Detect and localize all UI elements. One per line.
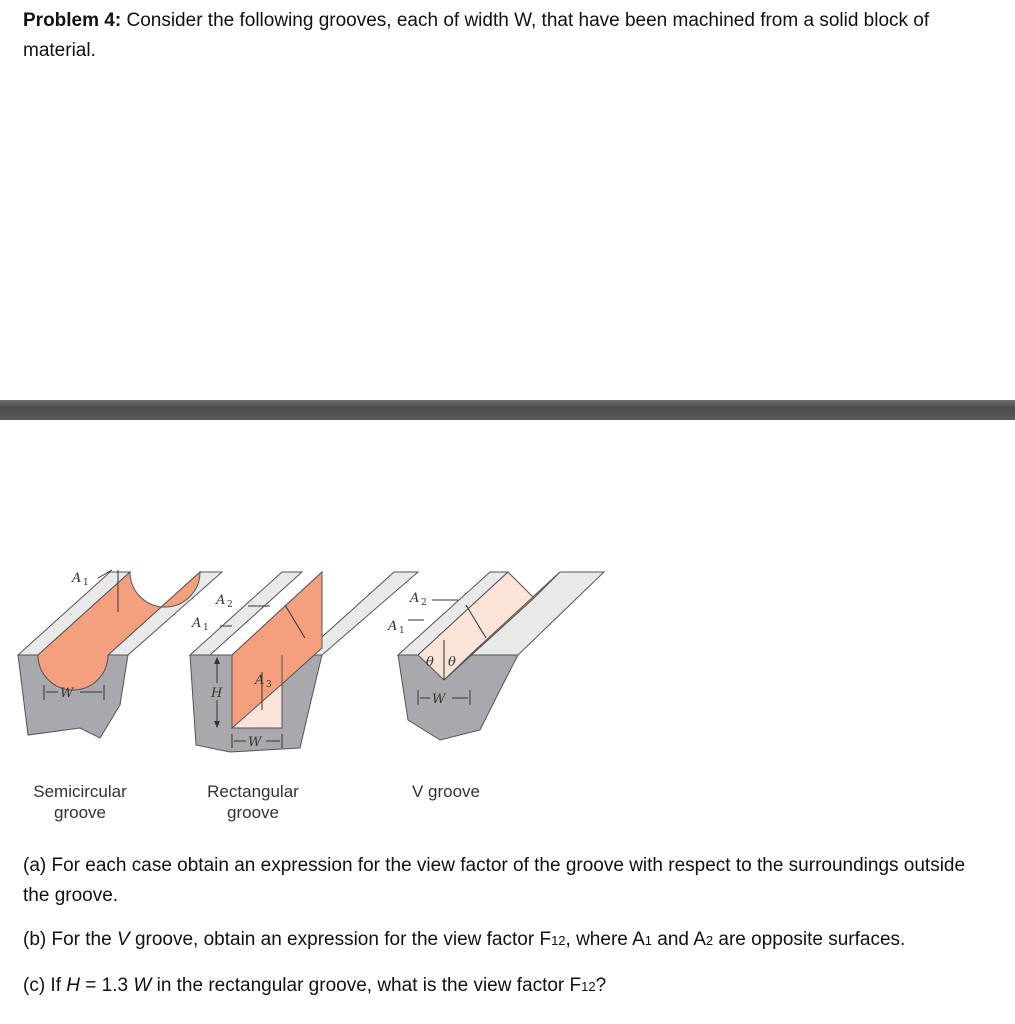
- label-h-rectangular: H: [211, 686, 223, 701]
- caption-rectangular: Rectangular groove: [207, 782, 299, 822]
- rectangular-groove-diagram: [190, 572, 418, 752]
- label-a1-semicircular: A: [72, 571, 82, 586]
- caption-v: V groove: [411, 782, 481, 801]
- label-a2-sub-rectangular: 2: [227, 600, 233, 610]
- page-divider: [0, 400, 1015, 420]
- problem-label: Problem 4:: [23, 10, 122, 31]
- label-w-rectangular: W: [248, 735, 262, 750]
- question-a: (a) For each case obtain an expression for the view factor of the groove with respect to the surroundings outside the groove.: [23, 855, 966, 906]
- label-a2-v: A: [410, 591, 420, 606]
- caption-semicircular: Semicircular groove: [33, 782, 127, 822]
- v-groove-diagram: [387, 572, 604, 740]
- label-a1-v: A: [388, 619, 398, 634]
- label-a3-sub-rectangular: 3: [266, 680, 272, 690]
- label-theta-left: θ: [426, 655, 434, 670]
- label-a1-rectangular: A: [192, 616, 202, 631]
- label-a1-sub-v: 1: [399, 626, 405, 636]
- label-a3-rectangular: A: [255, 673, 265, 688]
- label-w-semicircular: W: [60, 686, 74, 701]
- label-a2-rectangular: A: [216, 593, 226, 608]
- question-c: (c) If H = 1.3 W in the rectangular groove, what is the view factor F12?: [23, 975, 607, 996]
- label-a1-sub-rectangular: 1: [203, 623, 209, 633]
- groove-figure: [0, 540, 640, 760]
- label-theta-right: θ: [448, 655, 456, 670]
- question-b: (b) For the V groove, obtain an expression for the view factor F12, where A1 and A2 are opposite surfaces.: [23, 929, 906, 950]
- label-a2-sub-v: 2: [421, 598, 427, 608]
- label-a1-sub-semicircular: 1: [83, 578, 89, 588]
- problem-text: Consider the following grooves, each of width W, that have been machined from a solid block of material.: [23, 10, 930, 61]
- label-w-v: W: [432, 692, 446, 707]
- problem-statement: [23, 6, 983, 66]
